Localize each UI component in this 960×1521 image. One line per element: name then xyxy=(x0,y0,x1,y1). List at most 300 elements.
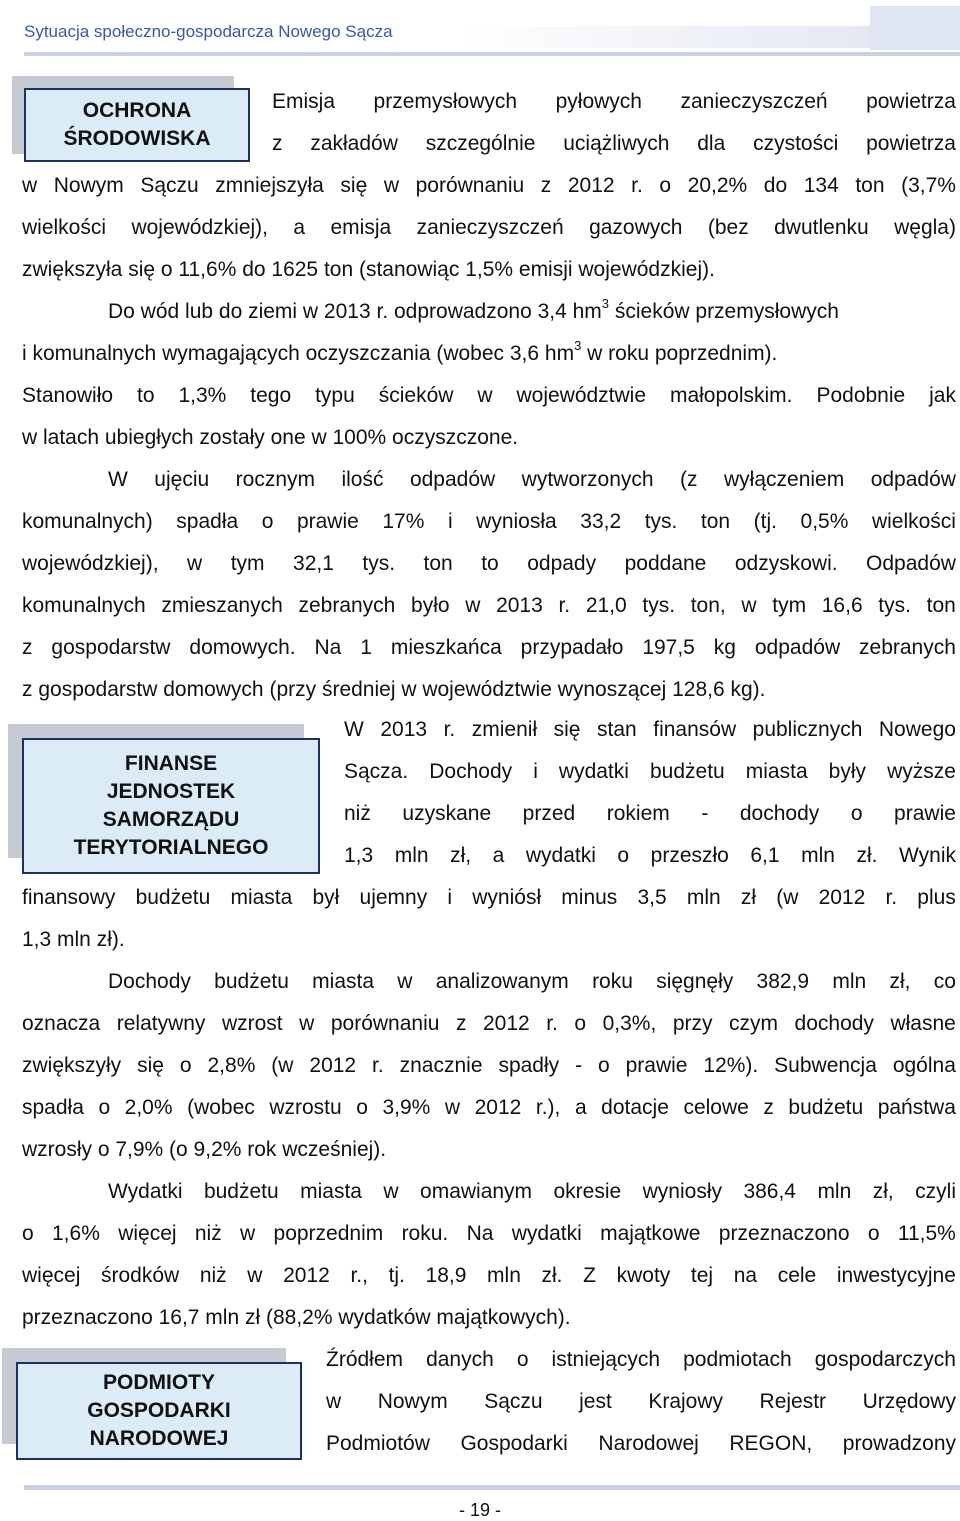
word: a xyxy=(492,844,505,867)
word: w xyxy=(299,1012,315,1035)
word: 1,3 xyxy=(344,844,374,867)
text-line xyxy=(272,132,956,156)
section-label: SAMORZĄDU xyxy=(102,808,240,831)
word: ton xyxy=(700,510,731,533)
word: Nowego xyxy=(878,718,956,741)
word: prowadzony xyxy=(842,1432,956,1455)
text-span xyxy=(22,552,956,576)
word: 6,1 xyxy=(750,844,780,867)
word: ton xyxy=(855,174,885,197)
word: Narodowej xyxy=(598,1432,699,1455)
word: uciążliwych xyxy=(563,132,670,155)
text-line xyxy=(22,258,715,282)
text-line xyxy=(22,1012,956,1036)
text-line xyxy=(22,1306,571,1330)
word: wojewódzkiej), xyxy=(131,216,268,239)
word: komunalnych xyxy=(22,594,146,617)
word: wyłączeniem xyxy=(724,468,845,491)
word: 20,2% xyxy=(687,174,748,197)
word: stan xyxy=(597,718,637,741)
text-span xyxy=(22,1054,956,1078)
text-span xyxy=(326,1348,956,1372)
word: tj. xyxy=(388,1264,405,1287)
word: omawianym xyxy=(420,1180,533,1203)
word: pyłowych xyxy=(555,90,642,113)
text-span xyxy=(22,1096,956,1120)
word: mln xyxy=(832,970,867,993)
word: Odpadów xyxy=(866,552,956,575)
section-box-finance xyxy=(22,738,320,874)
word: 2013 xyxy=(380,718,428,741)
word: państwa xyxy=(877,1096,956,1119)
text-line xyxy=(22,1054,956,1078)
text-line xyxy=(344,718,956,742)
section-label: PODMIOTY xyxy=(102,1371,215,1394)
word: zmienił xyxy=(471,718,538,741)
word: kg xyxy=(713,636,736,659)
word: rokiem xyxy=(606,802,670,825)
word: powietrza xyxy=(866,90,956,113)
text-line xyxy=(108,970,956,994)
word: roku. xyxy=(401,1222,449,1245)
section-box-economy xyxy=(16,1362,302,1460)
word: 1,3% xyxy=(178,384,227,407)
text-span xyxy=(108,468,956,492)
word: poddane xyxy=(624,552,707,575)
text-line xyxy=(22,552,956,576)
word: 17% xyxy=(382,510,425,533)
word: a xyxy=(293,216,306,239)
text-line xyxy=(22,1138,386,1162)
word: niż xyxy=(199,1264,227,1287)
word: r. xyxy=(372,1054,384,1077)
word: wzrost xyxy=(221,1012,283,1035)
text-line xyxy=(22,174,956,198)
word: na xyxy=(733,1264,758,1287)
word: w xyxy=(240,1222,256,1245)
text-span xyxy=(344,718,956,742)
word: przemysłowych xyxy=(373,90,518,113)
section-label: ŚRODOWISKA xyxy=(63,127,211,150)
word: Nowym xyxy=(53,174,124,197)
word: gospodarczych xyxy=(814,1348,956,1371)
word: własne xyxy=(890,1012,956,1035)
word: Rejestr xyxy=(759,1390,827,1413)
word: r. xyxy=(546,1012,558,1035)
word: 1,6% xyxy=(52,1222,100,1245)
word: - xyxy=(701,802,709,825)
word: znacznie xyxy=(399,1054,483,1077)
text-span xyxy=(22,216,956,240)
word: tej xyxy=(690,1264,714,1287)
word: do xyxy=(763,174,788,197)
word: (z xyxy=(680,468,698,491)
word: jest xyxy=(579,1390,612,1413)
word: W xyxy=(344,718,364,741)
word: Sączu xyxy=(140,174,199,197)
text-line xyxy=(22,338,956,366)
word: i xyxy=(447,886,453,909)
word: województwie xyxy=(516,384,647,407)
word: W xyxy=(108,468,128,491)
word: 21,0 xyxy=(585,594,627,617)
word: to xyxy=(481,552,499,575)
word: Na xyxy=(314,636,342,659)
word: 3,5 xyxy=(637,886,667,909)
word: wzrostu xyxy=(269,1096,342,1119)
word: kwoty xyxy=(616,1264,671,1287)
word: 16,6 xyxy=(821,594,863,617)
word: zł. xyxy=(856,844,878,867)
word: w xyxy=(397,970,413,993)
word: prawie xyxy=(625,1054,688,1077)
word: 0,3%, xyxy=(602,1012,657,1035)
word: spadła xyxy=(176,510,239,533)
text-line xyxy=(272,90,956,114)
word: 2013 xyxy=(496,594,543,617)
word: budżetu xyxy=(788,1096,864,1119)
word: analizowanym xyxy=(435,970,569,993)
section-label: FINANSE xyxy=(124,752,218,775)
word: tys. xyxy=(878,594,911,617)
word: mln xyxy=(686,886,721,909)
word: niż xyxy=(194,1222,222,1245)
word: zanieczyszczeń xyxy=(416,216,564,239)
word: o xyxy=(867,1222,880,1245)
text-span: 1,3 mln zł). xyxy=(22,928,125,951)
word: o xyxy=(261,510,274,533)
word: Dochody xyxy=(429,760,513,783)
text-part: Do wód lub do ziemi w 2013 r. odprowadzono 3,4 hm xyxy=(108,300,602,323)
word: miasta xyxy=(230,886,293,909)
text-line xyxy=(344,844,956,868)
word: zł, xyxy=(889,970,911,993)
text-span xyxy=(272,90,956,114)
word: tym xyxy=(230,552,265,575)
text-span xyxy=(22,174,956,198)
word: okresie xyxy=(553,1180,622,1203)
word: i xyxy=(447,510,453,533)
word: w xyxy=(187,552,203,575)
word: poprzednim xyxy=(273,1222,384,1245)
text-span xyxy=(326,1390,956,1414)
section-label: NARODOWEJ xyxy=(89,1427,229,1450)
word: 134 xyxy=(803,174,839,197)
word: to xyxy=(137,384,155,407)
word: minus xyxy=(561,886,618,909)
word: 382,9 xyxy=(756,970,810,993)
word: było xyxy=(411,594,450,617)
word: tys. xyxy=(642,594,676,617)
text-span xyxy=(344,802,956,826)
word: o xyxy=(617,844,630,867)
word: 2012 xyxy=(474,1096,522,1119)
page-number: - 19 - xyxy=(458,1500,501,1520)
text-span xyxy=(22,594,956,618)
running-header: Sytuacja społeczno-gospodarcza Nowego Sącza xyxy=(24,22,393,41)
word: ujemny xyxy=(359,886,428,909)
text-line xyxy=(22,510,956,534)
word: przypadało xyxy=(520,636,624,659)
word: r. xyxy=(558,594,571,617)
word: szczególnie xyxy=(425,132,536,155)
word: węgla) xyxy=(894,216,956,239)
word: wielkości xyxy=(22,216,107,239)
word: dla xyxy=(697,132,726,155)
word: małopolskim. xyxy=(669,384,793,407)
word: odpadów xyxy=(754,636,841,659)
word: się xyxy=(340,174,368,197)
word: 2012 xyxy=(482,1012,530,1035)
text-line xyxy=(108,1180,956,1204)
header-rule xyxy=(24,52,960,56)
word: 2012 xyxy=(309,1054,357,1077)
text-span xyxy=(108,1180,956,1204)
word: finansowy xyxy=(22,886,116,909)
word: 2012 xyxy=(818,886,866,909)
word: Nowym xyxy=(377,1390,448,1413)
word: miasta xyxy=(300,1180,362,1203)
word: czyli xyxy=(915,1180,956,1203)
footer-rule xyxy=(24,1485,960,1490)
word: były xyxy=(828,760,867,783)
word: jak xyxy=(929,384,956,407)
word: w xyxy=(383,174,400,197)
word: Źródłem xyxy=(326,1348,404,1371)
word: wydatki xyxy=(525,844,596,867)
word: co xyxy=(933,970,956,993)
word: r.), xyxy=(535,1096,561,1119)
word: o xyxy=(574,1012,587,1035)
word: dwutlenku xyxy=(774,216,869,239)
word: prawie xyxy=(296,510,359,533)
word: o xyxy=(597,1054,610,1077)
text-span xyxy=(22,886,956,910)
word: istniejących xyxy=(551,1348,661,1371)
word: dochody xyxy=(794,1012,874,1035)
text-line xyxy=(22,928,125,952)
text-part: ścieków przemysłowych xyxy=(609,300,839,323)
text-span xyxy=(22,510,956,534)
superscript: 3 xyxy=(601,296,610,311)
word: tym xyxy=(772,594,807,617)
word: Subwencja xyxy=(774,1054,877,1077)
text-span xyxy=(272,132,956,156)
word: Sączu xyxy=(484,1390,543,1413)
word: 33,2 xyxy=(580,510,622,533)
word: tys. xyxy=(362,552,396,575)
word: Stanowiło xyxy=(22,384,114,407)
word: 2012 xyxy=(567,174,615,197)
word: o xyxy=(179,1054,192,1077)
text-span xyxy=(22,338,778,366)
word: porównaniu xyxy=(330,1012,440,1035)
word: odpadów xyxy=(409,468,496,491)
word: 2,0% xyxy=(124,1096,173,1119)
word: uzyskane xyxy=(402,802,492,825)
word: dotacje xyxy=(601,1096,669,1119)
word: (wobec xyxy=(187,1096,255,1119)
word: (w xyxy=(271,1054,294,1077)
text-line xyxy=(108,296,956,324)
word: wyniosła xyxy=(476,510,557,533)
word: z xyxy=(540,174,552,197)
word: zł, xyxy=(450,844,472,867)
word: z xyxy=(763,1096,774,1119)
text-span xyxy=(108,296,839,324)
section-label: TERYTORIALNEGO xyxy=(73,836,269,859)
word: (3,7% xyxy=(901,174,956,197)
word: się xyxy=(137,1054,164,1077)
word: w xyxy=(326,1390,342,1413)
word: zł. xyxy=(541,1264,563,1287)
text-line xyxy=(108,468,956,492)
word: zebranych xyxy=(859,636,956,659)
word: domowych. xyxy=(189,636,296,659)
word: był xyxy=(312,886,340,909)
word: mln xyxy=(394,844,429,867)
word: tys. xyxy=(644,510,678,533)
word: czystości xyxy=(753,132,839,155)
text-span xyxy=(22,384,956,408)
word: miasta xyxy=(745,760,808,783)
word: REGON, xyxy=(729,1432,813,1455)
word: 12%). xyxy=(703,1054,759,1077)
word: majątkowe xyxy=(600,1222,701,1245)
word: ton, xyxy=(690,594,726,617)
word: r. xyxy=(631,174,643,197)
word: w xyxy=(477,384,493,407)
word: wyższe xyxy=(887,760,956,783)
text-span xyxy=(344,844,956,868)
word: powietrza xyxy=(866,132,956,155)
word: ujęciu xyxy=(154,468,210,491)
word: przed xyxy=(522,802,576,825)
text-line xyxy=(22,426,518,450)
word: z xyxy=(272,132,283,155)
text-part: i komunalnych wymagających oczyszczania (wobec 3,6 hm xyxy=(22,342,575,365)
text-span: w latach ubiegłych zostały one w 100% oczyszczone. xyxy=(22,426,519,449)
word: (w xyxy=(776,886,799,909)
word: gospodarstw xyxy=(51,636,171,659)
word: plus xyxy=(917,886,956,909)
word: 18,9 xyxy=(425,1264,467,1287)
word: zmieszanych xyxy=(161,594,283,617)
word: wyniosły xyxy=(642,1180,722,1203)
word: (tj. xyxy=(753,510,777,533)
word: dochody xyxy=(739,802,820,825)
header-decoration-block xyxy=(870,6,960,50)
text-line xyxy=(22,1096,956,1120)
word: publicznych xyxy=(752,718,863,741)
word: relatywny xyxy=(116,1012,206,1035)
text-span: z gospodarstw domowych (przy średniej w województwie wynoszącej 128,6 kg). xyxy=(22,678,766,701)
word: inwestycyjne xyxy=(836,1264,956,1287)
word: wyniósł xyxy=(472,886,542,909)
word: gazowych xyxy=(589,216,683,239)
text-span: wzrosły o 7,9% (o 9,2% rok wcześniej). xyxy=(22,1138,387,1161)
word: ścieków xyxy=(378,384,454,407)
word: Gospodarki xyxy=(460,1432,568,1455)
word: a xyxy=(574,1096,587,1119)
word: 2012 xyxy=(283,1264,330,1287)
text-span: przeznaczono 16,7 mln zł (88,2% wydatków majątkowych). xyxy=(22,1306,571,1329)
word: emisja xyxy=(330,216,392,239)
word: o xyxy=(516,1348,529,1371)
word: cele xyxy=(777,1264,817,1287)
word: o xyxy=(356,1096,368,1119)
word: miasta xyxy=(312,970,375,993)
text-line xyxy=(326,1348,956,1372)
word: z xyxy=(22,636,33,659)
word: zmniejszyła xyxy=(215,174,324,197)
word: finansów xyxy=(653,718,737,741)
word: wydatki xyxy=(558,760,629,783)
text-part: w roku poprzednim). xyxy=(581,342,778,365)
text-span: zwiększyła się o 11,6% do 1625 ton (stanowiąc 1,5% emisji wojewódzkiej). xyxy=(22,258,715,281)
word: Dochody xyxy=(108,970,191,993)
word: Emisja xyxy=(272,90,336,113)
word: budżetu xyxy=(649,760,725,783)
word: przy xyxy=(672,1012,713,1035)
text-line xyxy=(22,594,956,618)
word: Urzędowy xyxy=(862,1390,956,1413)
word: 3,9% xyxy=(382,1096,431,1119)
word: ilość xyxy=(341,468,384,491)
word: prawie xyxy=(894,802,956,825)
word: o xyxy=(98,1096,111,1119)
section-label: GOSPODARKI xyxy=(87,1399,231,1422)
word: w xyxy=(247,1264,263,1287)
word: budżetu xyxy=(203,1180,279,1203)
word: wytworzonych xyxy=(521,468,654,491)
word: o xyxy=(659,174,672,197)
word: Wynik xyxy=(899,844,956,867)
text-line xyxy=(344,802,956,826)
text-span xyxy=(22,1012,956,1036)
word: 11,5% xyxy=(897,1222,956,1245)
word: mln xyxy=(817,1180,852,1203)
word: wydatki xyxy=(511,1222,582,1245)
word: 197,5 xyxy=(642,636,695,659)
text-line xyxy=(22,636,956,660)
text-line xyxy=(22,678,766,702)
word: wielkości xyxy=(871,510,956,533)
word: danych xyxy=(426,1348,494,1371)
word: odzyskowi. xyxy=(734,552,838,575)
word: sięgnęły xyxy=(656,970,734,993)
section-box-environment xyxy=(24,88,250,162)
word: Krajowy xyxy=(648,1390,724,1413)
word: odpadów xyxy=(870,468,956,491)
word: Wydatki xyxy=(108,1180,183,1203)
word: i xyxy=(533,760,538,783)
word: środków xyxy=(100,1264,180,1287)
word: komunalnych) xyxy=(22,510,153,533)
word: rocznym xyxy=(235,468,315,491)
word: 32,1 xyxy=(293,552,334,575)
text-span xyxy=(22,1264,956,1288)
word: budżetu xyxy=(214,970,289,993)
word: r., xyxy=(350,1264,368,1287)
word: budżetu xyxy=(135,886,211,909)
word: się xyxy=(553,718,581,741)
text-span xyxy=(326,1432,956,1456)
word: czym xyxy=(729,1012,779,1035)
word: 1 xyxy=(360,636,372,659)
word: zł, xyxy=(872,1180,894,1203)
word: zł xyxy=(740,886,757,909)
